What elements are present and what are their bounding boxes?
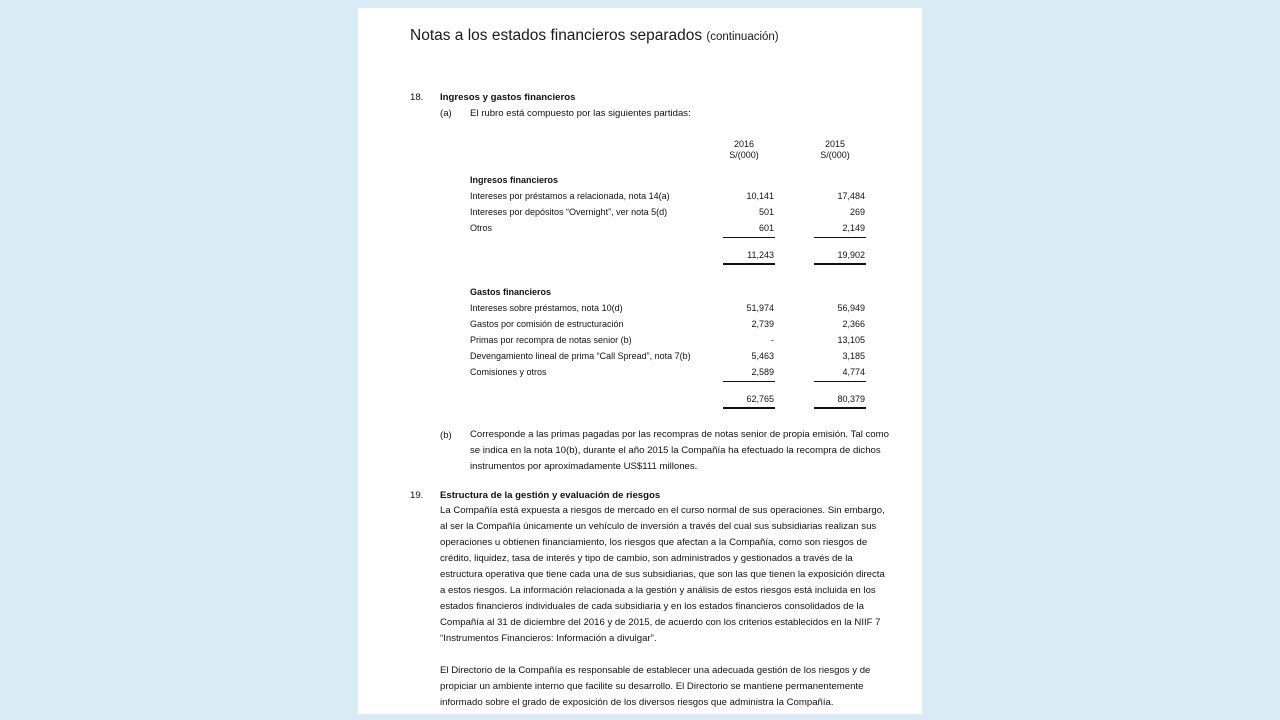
- subtotal-rule: [814, 237, 866, 238]
- paragraph-line: instrumentos por aproximadamente US$111 millones.: [470, 461, 698, 472]
- paragraph-line: informado sobre el grado de exposición de los diversos riesgos que administra la Compañía.: [440, 697, 834, 708]
- table-cell-2015: 269: [849, 207, 865, 217]
- table-row-label: Otros: [470, 223, 493, 233]
- table-cell-2015: 2,149: [842, 223, 865, 233]
- paragraph-line: Corresponde a las primas pagadas por las recompras de notas senior de propia emisión. Tal como: [470, 429, 889, 440]
- subtotal-rule: [723, 381, 775, 382]
- table-cell-2015: 13,105: [837, 335, 865, 345]
- note-18-b-label: (b): [440, 430, 452, 441]
- total-rule: [814, 407, 866, 409]
- paragraph-line: La Compañía está expuesta a riesgos de mercado en el curso normal de sus operaciones. Sin embargo,: [440, 505, 885, 516]
- page-title-text: Notas a los estados financieros separados: [410, 27, 703, 44]
- table-cell-2015: 3,185: [842, 351, 865, 361]
- total-rule: [814, 263, 866, 265]
- subtotal-rule: [814, 381, 866, 382]
- table-row-label: Primas por recompra de notas senior (b): [470, 335, 632, 345]
- note-19-paragraph-2: [440, 663, 870, 711]
- table-cell-2016: 10,141: [746, 191, 774, 201]
- ingresos-total-2016: 11,243: [747, 250, 774, 260]
- note-18-number: 18.: [410, 92, 424, 103]
- column-unit-2016: S/(000): [729, 150, 759, 160]
- table-cell-2016: -: [771, 335, 774, 345]
- table-cell-2015: 4,774: [842, 367, 865, 377]
- paragraph-line: se indica en la nota 10(b), durante el año 2015 la Compañía ha efectuado la recompra de dichos: [470, 445, 881, 456]
- paragraph-line: crédito, liquidez, tasa de interés y tipo de cambio, son administrados y gestionados a través de la: [440, 553, 853, 564]
- page-title-suffix: (continuación): [706, 31, 779, 43]
- paragraph-line: “Instrumentos Financieros: Información a divulgar”.: [440, 633, 657, 644]
- total-rule: [723, 407, 775, 409]
- table-cell-2015: 17,484: [837, 191, 865, 201]
- table-row-label: Gastos por comisión de estructuración: [470, 319, 624, 329]
- table-cell-2015: 56,949: [837, 303, 865, 313]
- table-row-label: Intereses sobre préstamos, nota 10(d): [470, 303, 623, 313]
- note-19-paragraph-1: [440, 503, 885, 647]
- subtotal-rule: [723, 237, 775, 238]
- column-header-2016: [714, 139, 774, 161]
- table-row-label: Devengamiento lineal de prima “Call Spread”, nota 7(b): [470, 351, 691, 361]
- table-cell-2016: 51,974: [746, 303, 774, 313]
- column-year-2016: 2016: [733, 139, 755, 149]
- paragraph-line: estados financieros individuales de cada subsidiaria y en los estados financieros consolidados de la: [440, 601, 864, 612]
- note-18-a-label: (a): [440, 108, 452, 119]
- table-cell-2016: 2,589: [751, 367, 774, 377]
- table-cell-2015: 2,366: [842, 319, 865, 329]
- table-row-label: Comisiones y otros: [470, 367, 547, 377]
- paragraph-line: El Directorio de la Compañía es responsable de establecer una adecuada gestión de los riesgos y de: [440, 665, 871, 676]
- note-19-number: 19.: [410, 490, 424, 501]
- table-row-label: Intereses por depósitos “Overnight”, ver nota 5(d): [470, 207, 668, 217]
- table-cell-2016: 601: [758, 223, 774, 233]
- note-18-heading: Ingresos y gastos financieros: [440, 92, 576, 103]
- column-year-2015: 2015: [824, 139, 846, 149]
- paragraph-line: operaciones u obtienen financiamiento, los riesgos que afectan a la Compañía, como son riesgos de: [440, 537, 868, 548]
- table-row-label: Intereses por préstamos a relacionada, nota 14(a): [470, 191, 670, 201]
- ingresos-total-2015: 19,902: [837, 250, 865, 260]
- ingresos-heading: Ingresos financieros: [470, 175, 559, 185]
- gastos-heading: Gastos financieros: [470, 287, 552, 297]
- total-rule: [723, 263, 775, 265]
- page-title: [410, 27, 779, 45]
- column-header-2015: [805, 139, 865, 161]
- paragraph-line: estructura operativa que tiene cada una de sus subsidiarias, que son las que tienen la exposición directa: [440, 569, 885, 580]
- gastos-total-2016: 62,765: [746, 394, 774, 404]
- paragraph-line: propiciar un ambiente interno que facilite su desarrollo. El Directorio se mantiene permanentemente: [440, 681, 864, 692]
- table-cell-2016: 501: [758, 207, 774, 217]
- document-page: [358, 8, 922, 714]
- paragraph-line: a estos riesgos. La información relacionada a la gestión y análisis de estos riesgos está incluida en los: [440, 585, 876, 596]
- note-19-heading: Estructura de la gestión y evaluación de riesgos: [440, 490, 661, 501]
- column-unit-2015: S/(000): [820, 150, 850, 160]
- paragraph-line: Compañía al 31 de diciembre del 2016 y de 2015, de acuerdo con los criterios establecidos en la NIIF 7: [440, 617, 881, 628]
- table-cell-2016: 2,739: [751, 319, 774, 329]
- table-cell-2016: 5,463: [751, 351, 774, 361]
- gastos-total-2015: 80,379: [837, 394, 865, 404]
- note-18-b-text: [470, 427, 889, 475]
- note-18-a-text: El rubro está compuesto por las siguientes partidas:: [470, 108, 691, 119]
- paragraph-line: al ser la Compañía únicamente un vehículo de inversión a través del cual sus subsidiarias realizan sus: [440, 521, 877, 532]
